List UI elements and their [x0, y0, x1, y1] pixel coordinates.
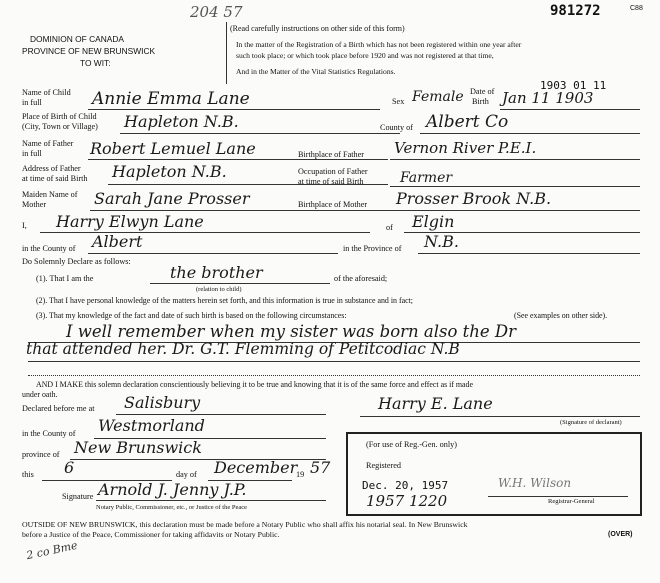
pob-label: Place of Birth of Child [22, 112, 97, 121]
over-ref: (OVER) [608, 531, 633, 538]
this-label: this [22, 470, 34, 479]
county2-label: in the County of [22, 429, 76, 438]
father-name-label: Name of Father [22, 139, 74, 148]
rule [28, 361, 640, 362]
father-name-label2: in full [22, 149, 42, 158]
item1-prefix: (1). That I am the [36, 274, 94, 283]
rule [390, 159, 640, 160]
jurisdiction-line2: PROVINCE OF NEW BRUNSWICK [22, 46, 156, 56]
signature-label: Signature [62, 492, 94, 501]
child-name-label: Name of Child [22, 88, 71, 97]
county2-value: Westmorland [98, 416, 205, 435]
matter-line1: In the matter of the Registration of a Birth which has not been registered within one year after [236, 40, 522, 49]
item2: (2). That I have personal knowledge of the matters herein set forth, and this information is true in substance and in fact; [36, 296, 413, 305]
declarant-province: N.B. [424, 232, 459, 251]
serial-number: 981272 [550, 3, 601, 19]
province-of-label: in the Province of [343, 244, 402, 253]
registration-number: 1957 1220 [366, 492, 448, 510]
dob-label: Date of [470, 87, 495, 96]
county-value: Albert Co [426, 112, 509, 132]
rule [360, 416, 640, 417]
rule [150, 283, 330, 284]
pencil-file-number: 204 57 [190, 3, 243, 21]
rule [90, 210, 390, 211]
day-value: 6 [64, 458, 75, 477]
year-prefix: 19 [296, 470, 305, 479]
father-address-value: Hapleton N.B. [112, 162, 227, 181]
conscience-line2: under oath. [22, 390, 58, 399]
stamped-birth-date: 1903 01 11 [540, 79, 607, 92]
declarant-i-label: I, [22, 221, 27, 230]
father-name-value: Robert Lemuel Lane [90, 139, 256, 158]
declarant-county: Albert [92, 232, 143, 251]
mother-birthplace-label: Birthplace of Mother [298, 200, 368, 209]
rule [40, 232, 370, 233]
registrar-box [346, 432, 642, 516]
matter-line3: And in the Matter of the Vital Statistics Regulations. [236, 67, 396, 76]
registered-label: Registered [366, 461, 402, 470]
month-value: December [214, 458, 298, 477]
relation-note: (relation to child) [196, 286, 242, 293]
rule [390, 210, 640, 211]
item3-suffix: (See examples on other side). [514, 311, 608, 320]
outside-line1: OUTSIDE OF NEW BRUNSWICK, this declaration must be made before a Notary Public who shall affix his notarial seal. In New Brunswick [22, 520, 468, 529]
father-birthplace-value: Vernon River P.E.I. [394, 139, 537, 157]
child-name-value: Annie Emma Lane [92, 89, 250, 109]
solemnly-declare: Do Solemnly Declare as follows: [22, 257, 131, 266]
dob-label2: Birth [472, 97, 489, 106]
rule [500, 109, 640, 110]
father-birthplace-label: Birthplace of Father [298, 150, 364, 159]
header-bracket [226, 22, 227, 84]
rule [420, 133, 640, 134]
day-of-label: day of [176, 470, 197, 479]
rule [120, 133, 400, 134]
father-address-label: Address of Father [22, 164, 81, 173]
rule [418, 253, 640, 254]
pob-value: Hapleton N.B. [124, 112, 239, 131]
dob-value: Jan 11 1903 [502, 89, 594, 107]
margin-note: 2 co Bme [25, 538, 79, 563]
declarant-signature: Harry E. Lane [378, 394, 493, 413]
rule [390, 186, 640, 187]
item1-suffix: of the aforesaid; [334, 274, 388, 283]
rule [88, 109, 380, 110]
matter-line2: such took place; or which took place before 1920 and was not registered at that time, [236, 51, 494, 60]
jurisdiction-line1: DOMINION OF CANADA [30, 34, 124, 44]
of-value: Elgin [412, 212, 455, 231]
father-occupation-value: Farmer [400, 170, 453, 186]
father-occupation-label: Occupation of Father [298, 167, 368, 176]
declared-place: Salisbury [124, 393, 201, 412]
mother-maiden-label: Maiden Name of [22, 190, 78, 199]
commissioner-signature: Arnold J. Jenny J.P. [98, 480, 247, 499]
rule [88, 253, 338, 254]
relation-value: the brother [170, 263, 263, 282]
mother-maiden-value: Sarah Jane Prosser [94, 189, 250, 208]
rule [96, 500, 326, 501]
county-of-label: in the County of [22, 244, 76, 253]
province2-value: New Brunswick [74, 438, 202, 457]
declarant-signature-label: (Signature of declarant) [560, 419, 622, 426]
outside-line2: before a Justice of the Peace, Commissioner for taking affidavits or Notary Public. [22, 530, 280, 539]
item3-prefix: (3). That my knowledge of the fact and date of such birth is based on the following circumstances: [36, 311, 347, 320]
declared-before-label: Declared before me at [22, 404, 95, 413]
declarant-name: Harry Elwyn Lane [56, 212, 204, 231]
mother-maiden-label2: Mother [22, 200, 47, 209]
province2-label: province of [22, 450, 60, 459]
jurisdiction-line3: TO WIT: [80, 58, 111, 68]
of-label: of [386, 223, 393, 232]
sex-label: Sex [392, 97, 405, 106]
registered-date: Dec. 20, 1957 [362, 479, 449, 492]
child-name-label2: in full [22, 98, 42, 107]
commissioner-note: Notary Public, Commissioner, etc., or Justice of the Peace [96, 504, 248, 511]
year-value: 57 [310, 458, 331, 477]
county-label: County of [380, 123, 413, 132]
mother-birthplace-value: Prosser Brook N.B. [396, 189, 552, 208]
conscience-line1: AND I MAKE this solemn declaration conscientiously believing it to be true and knowing that it is of the same force and effect as if made [36, 380, 474, 389]
reg-use-label: (For use of Reg.-Gen. only) [366, 440, 457, 449]
form-code: C88 [630, 5, 643, 12]
pob-label2: (City, Town or Village) [22, 122, 98, 131]
instruction-note: (Read carefully instructions on other side of this form) [230, 24, 405, 33]
registrar-label: Registrar-General [548, 498, 595, 505]
father-occupation-label2: at time of said Birth [298, 177, 364, 186]
rule [28, 375, 640, 376]
rule [116, 414, 326, 415]
registrar-signature: W.H. Wilson [498, 476, 572, 490]
sex-value: Female [412, 89, 464, 105]
circumstance-line2: that attended her. Dr. G.T. Flemming of Petitcodiac N.B [26, 340, 460, 358]
circumstance-line1: I well remember when my sister was born also the Dr [66, 322, 517, 341]
father-address-label2: at time of said Birth [22, 174, 88, 183]
